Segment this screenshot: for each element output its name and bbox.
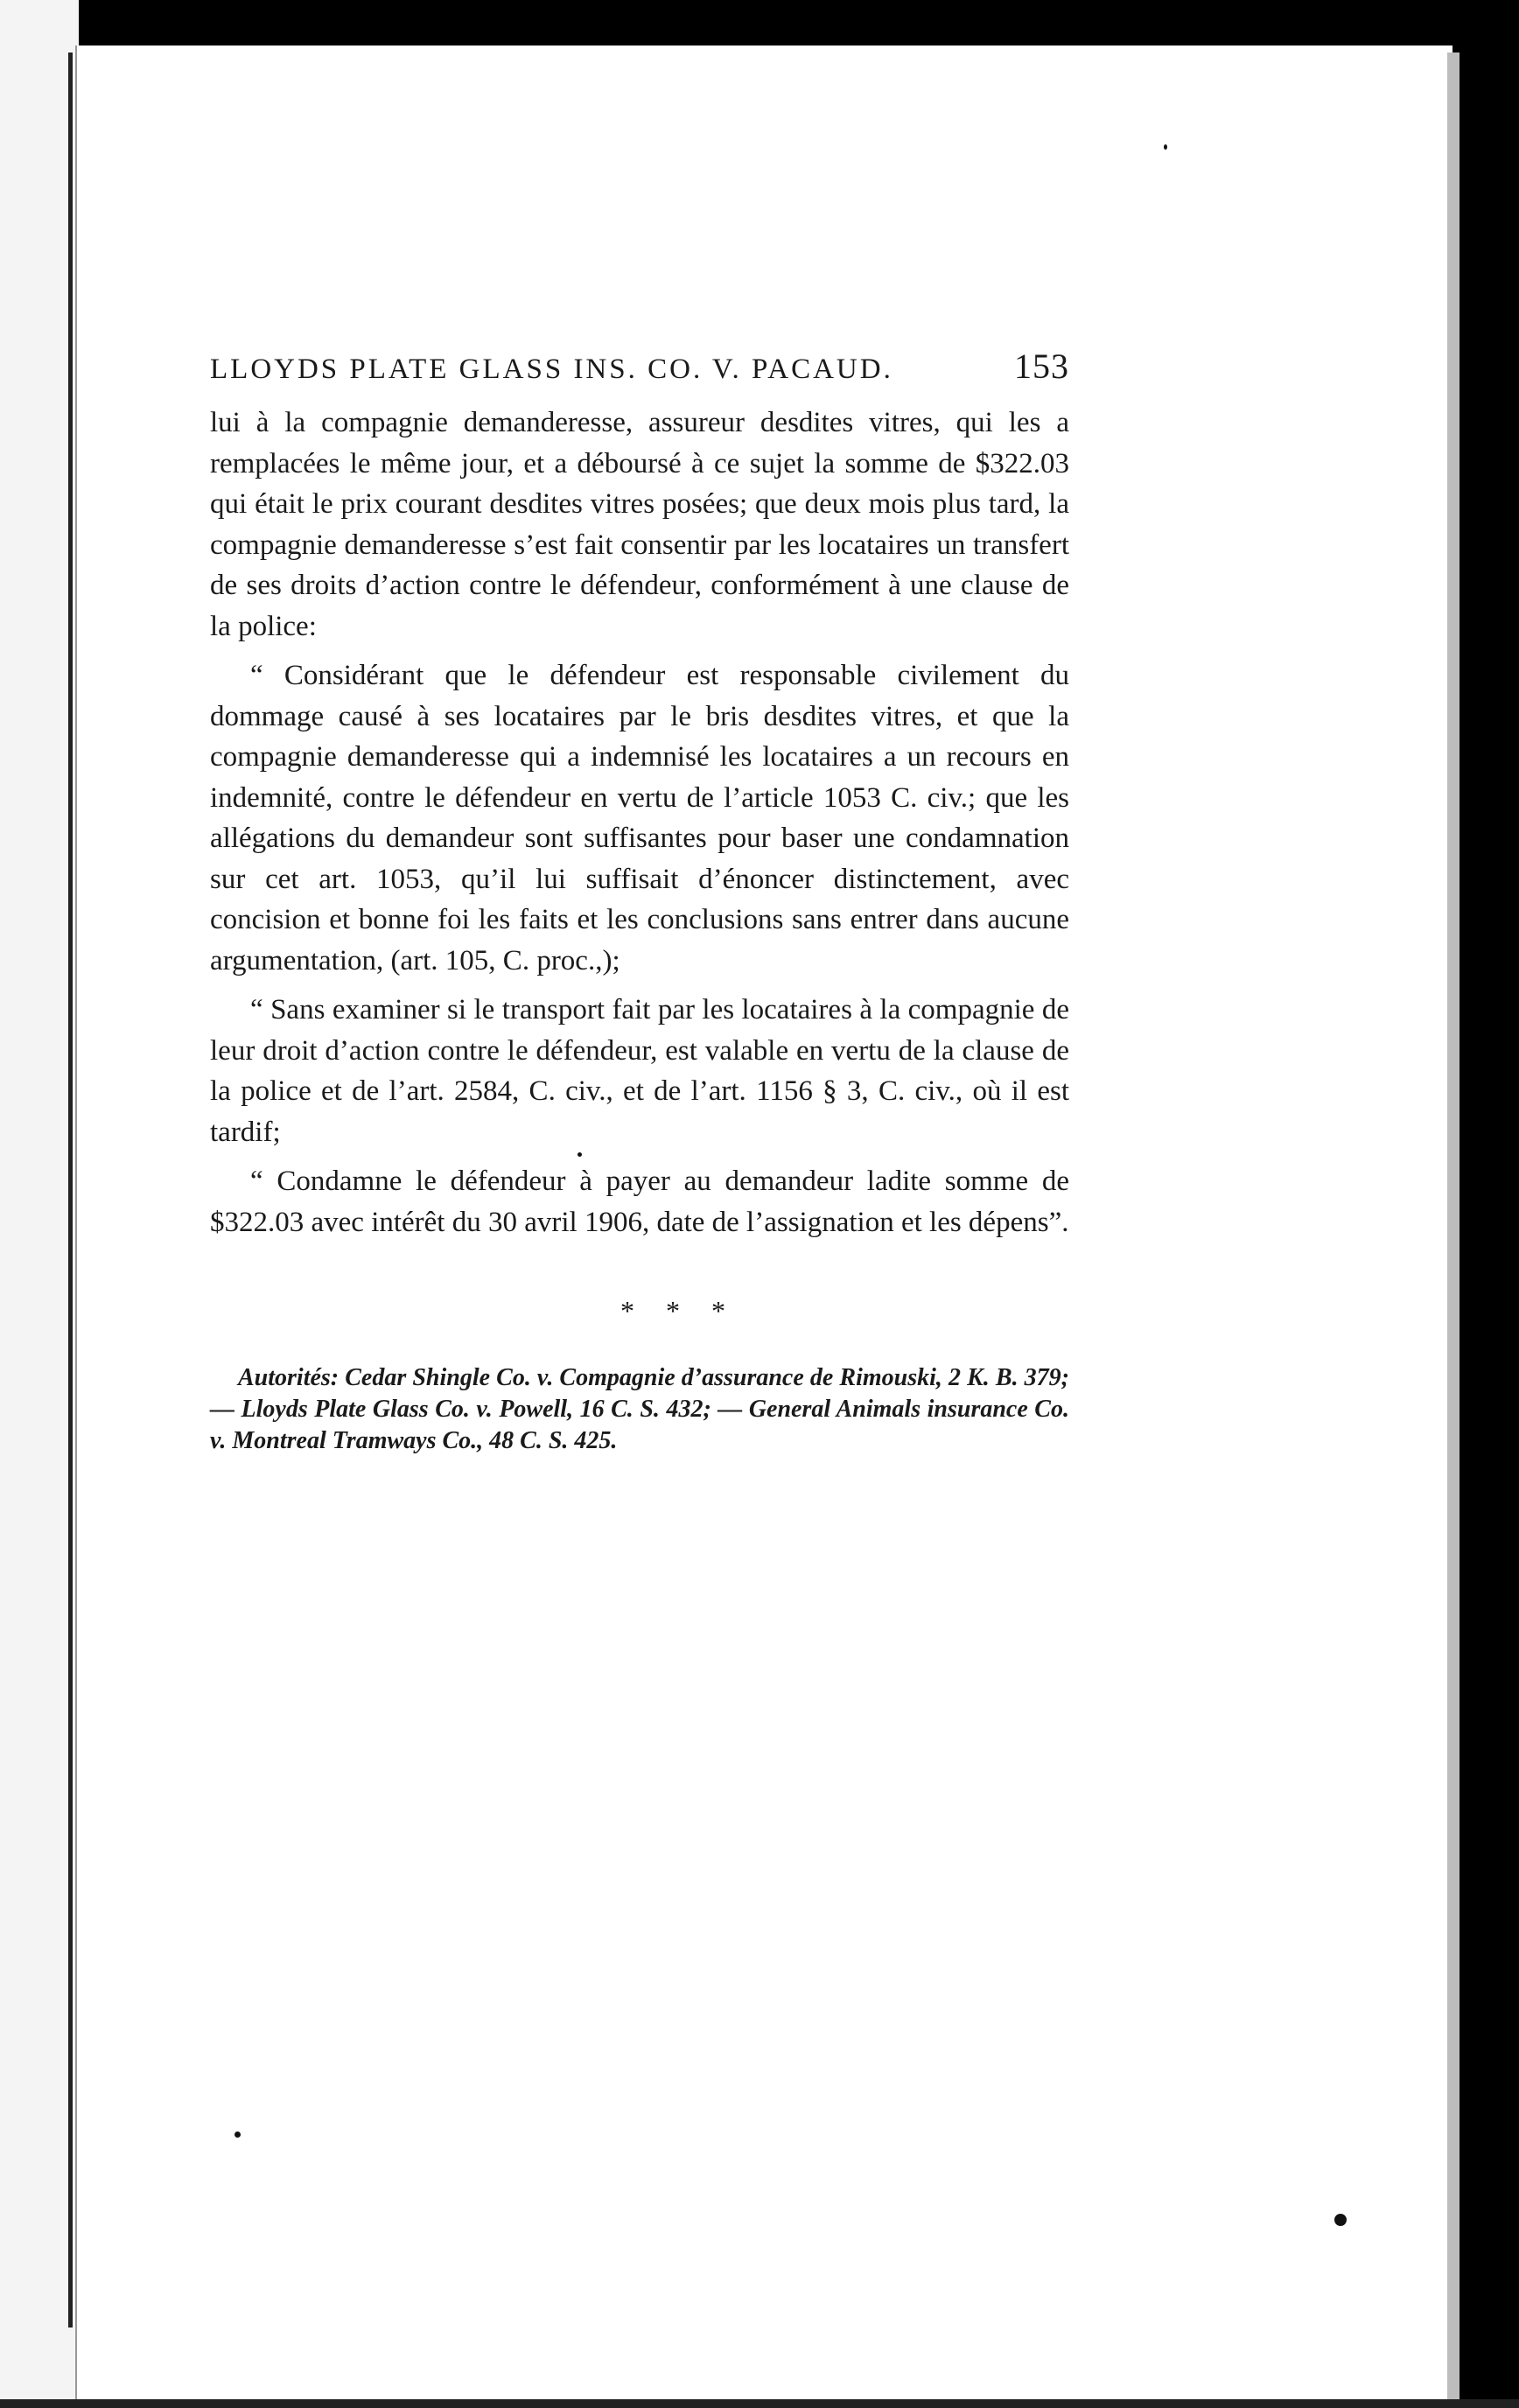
section-ornament: * * * [620, 1295, 738, 1326]
ink-speck [234, 2132, 241, 2138]
paragraph-continuation: lui à la compagnie demanderesse, assureur desdites vitres, qui les a remplacées le même jour, et a déboursé à ce sujet la somme de $322.03 qui était le prix courant desdites vitres posées; que deux mois plus tard, la compagnie demanderesse s’est fait consentir par les locataires un transfert de ses droits d’action contre le défendeur, conformément à une clause de la police: [210, 407, 1069, 642]
page-text-block [210, 346, 1069, 1457]
running-head [210, 346, 1069, 387]
ink-speck [578, 1152, 582, 1157]
paragraph-condamne: “ Condamne le défendeur à payer au demandeur ladite somme de $322.03 avec intérêt du 30 avril 1906, date de l’assignation et les dépens”. [210, 1166, 1069, 1238]
authorities-note: Autorités: Cedar Shingle Co. v. Compagnie d’assurance de Rimouski, 2 K. B. 379; — Lloyds Plate Glass Co. v. Powell, 16 C. S. 432; — General Animals insurance Co. v. Montreal Tramways Co., 48 C. S. 425. [210, 1364, 1069, 1454]
binding-gutter-line [68, 52, 73, 2328]
paragraph-considerant: “ Considérant que le défendeur est responsable civilement du dommage causé à ses locataires par le bris desdites vitres, et que la compagnie demanderesse qui a indemnisé les locataires a un recours en indemnité, contre le défendeur en vertu de l’article 1053 C. civ.; que les allégations du demandeur sont suffisantes pour baser une condamnation sur cet art. 1053, qu’il lui suffisait d’énoncer distinctement, avec concision et bonne foi les faits et les conclusions sans entrer dans aucune argumentation, (art. 105, C. proc.,); [210, 660, 1069, 976]
running-head-title: LLOYDS PLATE GLASS INS. CO. V. PACAUD. [210, 354, 893, 385]
facing-page-edge [0, 0, 79, 2408]
bottom-border [0, 2399, 1519, 2408]
ink-speck [1164, 144, 1167, 150]
ink-speck [1334, 2214, 1347, 2226]
page-number: 153 [1014, 346, 1069, 386]
page-edge-shadow [1447, 52, 1460, 2408]
paragraph-sans-examiner: “ Sans examiner si le transport fait par les locataires à la compagnie de leur droit d’action contre le défendeur, est valable en vertu de la clause de la police et de l’art. 2584, C. civ., et de l’art. 1156 § 3, C. civ., où il est tardif; [210, 994, 1069, 1148]
